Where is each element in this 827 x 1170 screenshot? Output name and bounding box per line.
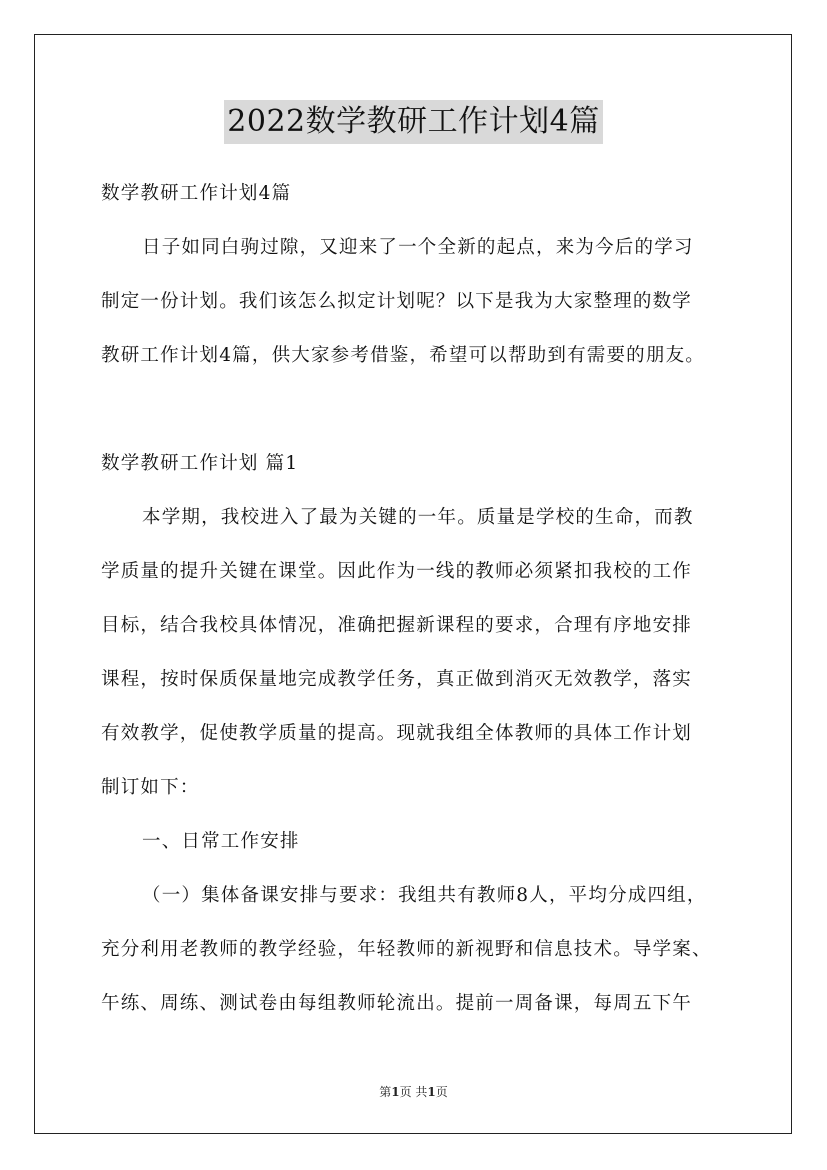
subheading: 一、日常工作安排 <box>142 831 300 852</box>
body-line-4: 课程，按时保质保量地完成教学任务，真正做到消灭无效教学，落实 <box>101 669 693 690</box>
body-line-2: 学质量的提升关键在课堂。因此作为一线的教师必须紧扣我校的工作 <box>101 561 693 582</box>
item-line-2: 充分利用老教师的教学经验，年轻教师的新视野和信息技术。导学案、 <box>101 939 712 960</box>
intro-line-2: 制定一份计划。我们该怎么拟定计划呢？以下是我为大家整理的数学 <box>101 291 693 312</box>
footer-total-pages: 1 <box>427 1085 436 1099</box>
body-line-6: 制订如下： <box>101 777 200 798</box>
footer-prefix: 第 <box>379 1085 392 1099</box>
footer-mid: 页 共 <box>399 1085 428 1099</box>
body-line-5: 有效教学，促使教学质量的提高。现就我组全体教师的具体工作计划 <box>101 723 693 744</box>
title-container <box>0 100 827 144</box>
intro-line-1: 日子如同白驹过隙，又迎来了一个全新的起点，来为今后的学习 <box>142 237 694 258</box>
page-footer <box>0 1084 827 1100</box>
section-heading: 数学教研工作计划 篇1 <box>101 453 299 474</box>
body-line-1: 本学期，我校进入了最为关键的一年。质量是学校的生命，而教 <box>142 507 694 528</box>
document-subtitle: 数学教研工作计划4篇 <box>101 183 292 204</box>
footer-suffix: 页 <box>435 1085 448 1099</box>
intro-line-3: 教研工作计划4篇，供大家参考借鉴，希望可以帮助到有需要的朋友。 <box>101 345 705 366</box>
item-line-1: （一）集体备课安排与要求：我组共有教师8人，平均分成四组， <box>142 885 707 906</box>
item-line-3: 午练、周练、测试卷由每组教师轮流出。提前一周备课，每周五下午 <box>101 993 693 1014</box>
footer-current-page: 1 <box>391 1085 400 1099</box>
body-line-3: 目标，结合我校具体情况，准确把握新课程的要求，合理有序地安排 <box>101 615 693 636</box>
document-title: 2022数学教研工作计划4篇 <box>224 100 602 144</box>
